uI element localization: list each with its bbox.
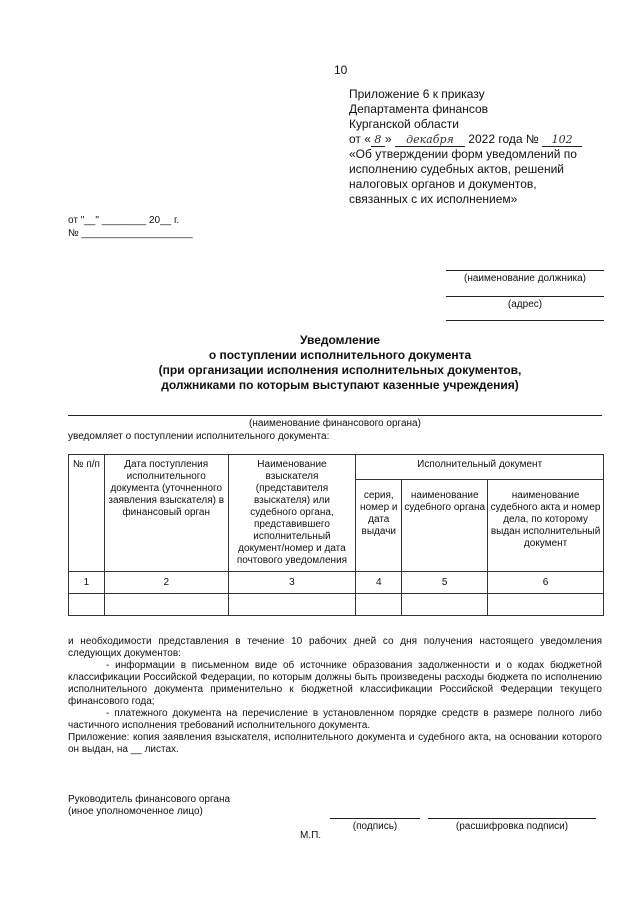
title-line-2: о поступлении исполнительного документа [208,348,472,362]
ref-number-line: № ____________________ [68,228,193,239]
appendix-line-1: Приложение 6 к приказу [349,87,485,101]
appendix-order-date [349,132,582,147]
table-index-row [69,572,604,594]
title-line-4: должниками по которым выступают казенные учреждения) [161,378,519,392]
appendix-line-5: «Об утверждении форм уведомлений по [349,147,577,161]
empty-cell [488,594,604,616]
signature-caption: (подпись) [330,818,420,832]
empty-cell [69,594,105,616]
ref-date-line: от "__" ________ 20__ г. [68,215,180,226]
index-cell: 6 [488,572,604,594]
header-claimant: Наименование взыскателя (представителя взыскателя) или судебного органа, представившего исполнительный документ/номер и дата почтового уведомления [228,455,356,572]
title-line-1: Уведомление [299,333,380,347]
header-act: наименование судебного акта и номер дела, по которому выдан исполнительный документ [488,480,604,572]
empty-cell [104,594,228,616]
header-num: № п/п [69,455,105,572]
appendix-line-6: исполнению судебных актов, решений [349,162,564,176]
appendix-line-3: Курганской области [349,117,459,131]
empty-cell [356,594,402,616]
paragraph-2: - информации в письменном виде об источнике образования задолженности и о кодах бюджетной классификации Российской Федерации, по которым должны быть произведены расходы бюджета по исполнению исполнительного документа применительно к бюджетной классификации Российской Федерации текущего финансового года; [68,660,602,707]
table-header-row [69,455,604,480]
header-series: серия, номер и дата выдачи [356,480,402,572]
index-cell: 4 [356,572,402,594]
signatory-block [68,794,230,818]
debtor-address-caption: (адрес) [446,296,604,310]
index-cell: 1 [69,572,105,594]
signatory-title: Руководитель финансового органа [68,794,231,805]
order-year: 2022 года № [468,132,539,146]
paragraph-1: и необходимости представления в течение 10 рабочих дней со дня получения настоящего уведомления следующих документов: [68,636,602,659]
document-title [60,333,620,393]
table-empty-row [69,594,604,616]
title-line-3: (при организации исполнения исполнительных документов, [158,363,522,377]
appendix-line-2: Департамента финансов [349,102,489,116]
page-number: 10 [334,63,348,77]
exec-docs-table [68,454,604,616]
fin-organ-caption: (наименование финансового органа) [68,415,602,429]
notify-text: уведомляет о поступлении исполнительного документа: [68,431,330,442]
empty-cell [402,594,488,616]
signature-decode-caption: (расшифровка подписи) [428,818,596,832]
empty-cell [228,594,356,616]
appendix-header [349,87,582,207]
debtor-name-caption: (наименование должника) [446,270,604,284]
appendix-line-7: налоговых органов и документов, [349,177,537,191]
order-day: 8 [371,134,385,147]
appendix-line-8: связанных с их исполнением» [349,192,518,206]
date-prefix: от « [349,132,371,146]
header-date: Дата поступления исполнительного документа (уточненного заявления взыскателя) в финансовый орган [104,455,228,572]
stamp-place: М.П. [300,830,322,841]
outgoing-reference [68,214,193,240]
body-paragraphs [68,636,602,756]
index-cell: 5 [402,572,488,594]
paragraph-3: - платежного документа на перечисление в установленном порядке средств в размере полного либо частичного исполнения требований исполнительного документа. [68,708,602,731]
index-cell: 3 [228,572,356,594]
header-court: наименование судебного органа [402,480,488,572]
date-mid: » [384,132,392,146]
order-number: 102 [542,134,582,147]
order-month: декабря [395,134,465,147]
index-cell: 2 [104,572,228,594]
paragraph-4: Приложение: копия заявления взыскателя, исполнительного документа и судебного акта, на основании которого он выдан, на __ листах. [68,732,602,755]
header-exec-doc: Исполнительный документ [356,455,604,480]
signatory-subtitle: (иное уполномоченное лицо) [68,806,203,817]
debtor-extra-line [446,320,604,321]
